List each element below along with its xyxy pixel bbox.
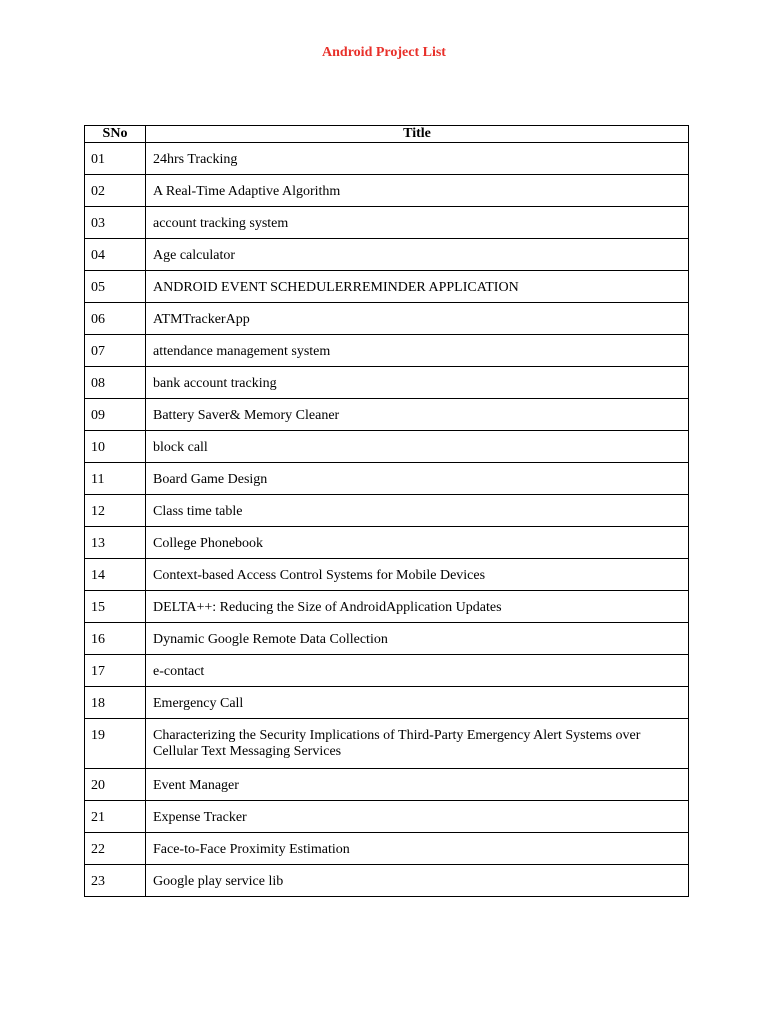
sno-cell: 06 [85, 303, 146, 335]
title-cell: bank account tracking [146, 367, 689, 399]
table-row [85, 431, 689, 463]
sno-cell: 07 [85, 335, 146, 367]
table-row [85, 623, 689, 655]
table-row [85, 335, 689, 367]
title-cell: Characterizing the Security Implications of Third-Party Emergency Alert Systems over Cellular Text Messaging Services [146, 719, 689, 769]
project-table-container [84, 125, 688, 897]
sno-cell: 14 [85, 559, 146, 591]
table-row [85, 271, 689, 303]
table-row [85, 175, 689, 207]
table-row [85, 865, 689, 897]
title-cell: Context-based Access Control Systems for Mobile Devices [146, 559, 689, 591]
table-row [85, 303, 689, 335]
sno-cell: 20 [85, 769, 146, 801]
sno-cell: 16 [85, 623, 146, 655]
sno-cell: 02 [85, 175, 146, 207]
sno-cell: 12 [85, 495, 146, 527]
title-cell: block call [146, 431, 689, 463]
column-header-sno: SNo [85, 126, 146, 143]
title-cell: DELTA++: Reducing the Size of AndroidApplication Updates [146, 591, 689, 623]
sno-cell: 11 [85, 463, 146, 495]
table-row [85, 769, 689, 801]
table-row [85, 655, 689, 687]
sno-cell: 05 [85, 271, 146, 303]
title-cell: account tracking system [146, 207, 689, 239]
table-row [85, 801, 689, 833]
title-cell: Expense Tracker [146, 801, 689, 833]
title-cell: ATMTrackerApp [146, 303, 689, 335]
title-cell: ANDROID EVENT SCHEDULERREMINDER APPLICATION [146, 271, 689, 303]
title-cell: attendance management system [146, 335, 689, 367]
table-row [85, 687, 689, 719]
sno-cell: 01 [85, 143, 146, 175]
table-row [85, 719, 689, 769]
title-cell: e-contact [146, 655, 689, 687]
sno-cell: 18 [85, 687, 146, 719]
sno-cell: 03 [85, 207, 146, 239]
title-cell: Class time table [146, 495, 689, 527]
sno-cell: 15 [85, 591, 146, 623]
table-row [85, 527, 689, 559]
title-cell: Board Game Design [146, 463, 689, 495]
sno-cell: 22 [85, 833, 146, 865]
table-row [85, 463, 689, 495]
sno-cell: 21 [85, 801, 146, 833]
table-row [85, 591, 689, 623]
sno-cell: 10 [85, 431, 146, 463]
sno-cell: 13 [85, 527, 146, 559]
title-cell: Google play service lib [146, 865, 689, 897]
title-cell: Battery Saver& Memory Cleaner [146, 399, 689, 431]
page-title: Android Project List [322, 45, 446, 60]
table-header-row [85, 126, 689, 143]
table-row [85, 399, 689, 431]
title-cell: College Phonebook [146, 527, 689, 559]
table-row [85, 207, 689, 239]
title-cell: A Real-Time Adaptive Algorithm [146, 175, 689, 207]
table-row [85, 495, 689, 527]
title-cell: Face-to-Face Proximity Estimation [146, 833, 689, 865]
sno-cell: 23 [85, 865, 146, 897]
sno-cell: 17 [85, 655, 146, 687]
title-cell: Dynamic Google Remote Data Collection [146, 623, 689, 655]
table-row [85, 143, 689, 175]
table-row [85, 239, 689, 271]
project-table [84, 125, 689, 897]
title-cell: Age calculator [146, 239, 689, 271]
sno-cell: 04 [85, 239, 146, 271]
title-cell: Emergency Call [146, 687, 689, 719]
table-row [85, 833, 689, 865]
table-row [85, 559, 689, 591]
sno-cell: 08 [85, 367, 146, 399]
column-header-title: Title [146, 126, 689, 143]
title-cell: Event Manager [146, 769, 689, 801]
sno-cell: 19 [85, 719, 146, 769]
table-row [85, 367, 689, 399]
title-cell: 24hrs Tracking [146, 143, 689, 175]
sno-cell: 09 [85, 399, 146, 431]
